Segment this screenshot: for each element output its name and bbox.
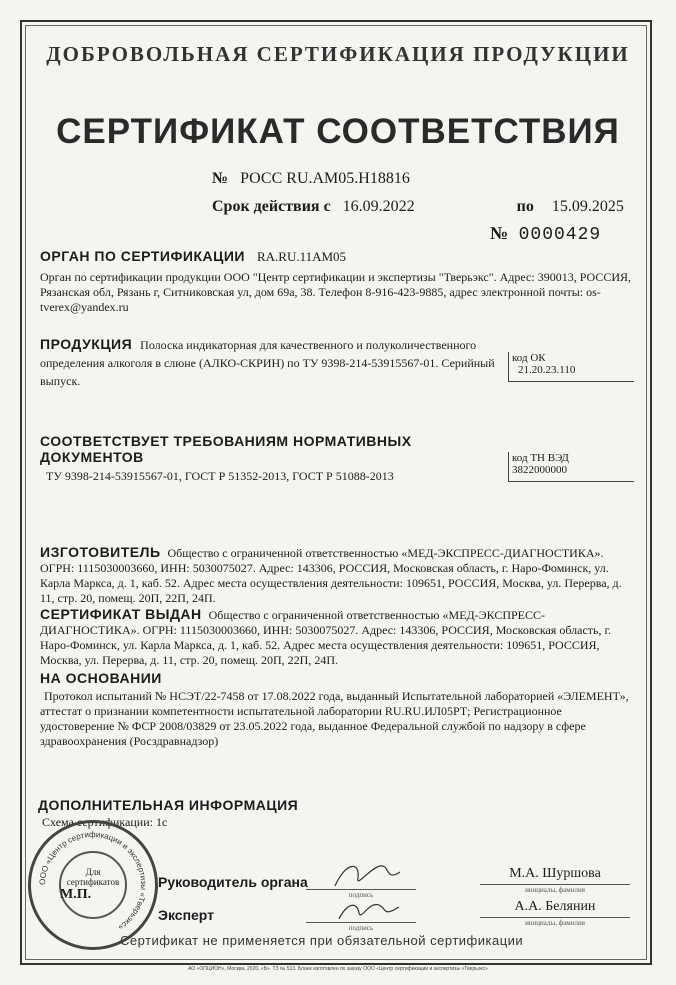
- basis-section: [40, 670, 636, 749]
- additional-text: Схема сертификации: 1с: [42, 815, 168, 829]
- head-signature-caption: подпись: [348, 891, 374, 899]
- expert-label: Эксперт: [158, 907, 215, 923]
- issued-heading: СЕРТИФИКАТ ВЫДАН: [40, 606, 202, 622]
- tnved-code: 3822000000: [512, 464, 567, 476]
- serial-number: 0000429: [518, 225, 602, 245]
- head-label: Руководитель органа: [158, 874, 308, 890]
- head-name-caption: инициалы, фамилия: [525, 886, 585, 894]
- compliance-section: [40, 433, 510, 484]
- not-mandatory-note: Сертификат не применяется при обязательной сертификации: [120, 933, 524, 948]
- product-text: Полоска индикаторная для качественного и полуколичественного определения алкоголя в слюне (АЛКО-СКРИН) по ТУ 9398-214-53915567-01. Серийный выпуск.: [40, 338, 495, 388]
- head-name-line: [480, 884, 630, 885]
- basis-heading: НА ОСНОВАНИИ: [40, 670, 162, 686]
- stamp-inner-circle: [59, 851, 127, 919]
- valid-label: Срок действия с: [212, 198, 331, 215]
- compliance-heading: СООТВЕТСТВУЕТ ТРЕБОВАНИЯМ НОРМАТИВНЫХ ДОКУМЕНТОВ: [40, 433, 412, 465]
- compliance-text: ТУ 9398-214-53915567-01, ГОСТ Р 51352-2013, ГОСТ Р 51088-2013: [46, 469, 394, 483]
- certificate-number: РОСС RU.АМ05.Н18816: [240, 170, 410, 187]
- organ-section: [40, 248, 636, 315]
- tnved-code-label: код ТН ВЭД: [512, 452, 569, 464]
- stamp-center-text: Для сертификатов: [66, 867, 120, 887]
- manufacturer-text: Общество с ограниченной ответственностью «МЕД-ЭКСПРЕСС-ДИАГНОСТИКА». ОГРН: 1115030003660, ИНН: 5030075027. Адрес: 143306, РОССИЯ, Московская область, г. Наро-Фоминск, ул. Карла Маркса, д. 1, каб. 52. Адрес места осуществления деятельности: 109651, РОССИЯ, Москва, ул. Перерва, д. 11, стр. 20, помещ. 20П, 22П, 24П.: [40, 546, 622, 605]
- organ-text: Орган по сертификации продукции ООО "Центр сертификации и экспертизы "Тверьэкс". Адрес: 390013, РОССИЯ, Рязанская обл, Рязань г, Ситниковская ул, дом 69а, 38. Телефон 8-916-423-9885, адрес электронной почты: os-tverex@yandex.ru: [40, 270, 632, 314]
- product-code: 21.20.23.110: [518, 364, 576, 376]
- head-signature: [330, 858, 410, 892]
- voluntary-certification-header: ДОБРОВОЛЬНАЯ СЕРТИФИКАЦИЯ ПРОДУКЦИИ: [46, 42, 630, 66]
- valid-from: 16.09.2022: [342, 198, 415, 215]
- organ-stamp: [28, 820, 158, 950]
- expert-name-line: [480, 917, 630, 918]
- product-heading: ПРОДУКЦИЯ: [40, 336, 133, 352]
- validity-line: [212, 198, 632, 216]
- stamp-arc-text: ООО «Центр сертификации и экспертизы «Тверьэкс»: [37, 829, 149, 933]
- organ-heading: ОРГАН ПО СЕРТИФИКАЦИИ: [40, 248, 245, 264]
- serial-sign: №: [490, 223, 509, 243]
- expert-signature: [335, 895, 405, 925]
- product-code-box: [508, 352, 634, 382]
- number-sign: №: [212, 170, 229, 187]
- organ-code: RA.RU.11АМ05: [256, 249, 347, 264]
- valid-to: 15.09.2025: [551, 198, 624, 215]
- print-info: АО «ОПЦИОН», Москва, 2020, «Б». ТЗ № 513. Бланк изготовлен по заказу ООО «Центр сертификации и экспертизы «Тверьэкс»: [188, 966, 488, 972]
- product-section: [40, 336, 495, 390]
- manufacturer-section: [40, 545, 636, 606]
- expert-name: А.А. Белянин: [514, 899, 596, 914]
- stamp-mp-label: М.П.: [60, 887, 92, 902]
- serial-number-line: [490, 223, 601, 245]
- issued-section: [40, 607, 636, 668]
- basis-text: Протокол испытаний № НСЭТ/22-7458 от 17.08.2022 года, выданный Испытательной лабораторией «ЭЛЕМЕНТ», аттестат о признании компетентности испытательной лаборатории RU.RU.ИЛ05РТ; Регистрационное удостоверение № ФСР 2008/03829 от 23.05.2022 года, выданное Федеральной службой по надзору в сфере здравоохранения (Росздравнадзор): [40, 689, 629, 748]
- expert-name-caption: инициалы, фамилия: [525, 919, 585, 927]
- product-code-label: код ОК: [512, 352, 546, 364]
- issued-text: Общество с ограниченной ответственностью «МЕД-ЭКСПРЕСС-ДИАГНОСТИКА». ОГРН: 1115030003660, ИНН: 5030075027. Адрес: 143306, РОССИЯ, Московская область, г. Наро-Фоминск, ул. Карла Маркса, д. 1, каб. 52. Адрес места осуществления деятельности: 109651, РОССИЯ, Москва, ул. Перерва, д. 11, стр. 20, помещ. 20П, 22П, 24П.: [40, 608, 612, 667]
- expert-signature-caption: подпись: [348, 924, 374, 932]
- head-name: М.А. Шуршова: [509, 866, 601, 881]
- additional-heading: ДОПОЛНИТЕЛЬНАЯ ИНФОРМАЦИЯ: [38, 797, 299, 813]
- tnved-code-box: [508, 452, 634, 482]
- certificate-title: СЕРТИФИКАТ СООТВЕТСТВИЯ: [56, 112, 620, 151]
- valid-to-label: по: [516, 198, 534, 215]
- certificate-number-line: [212, 170, 410, 188]
- manufacturer-heading: ИЗГОТОВИТЕЛЬ: [40, 544, 161, 560]
